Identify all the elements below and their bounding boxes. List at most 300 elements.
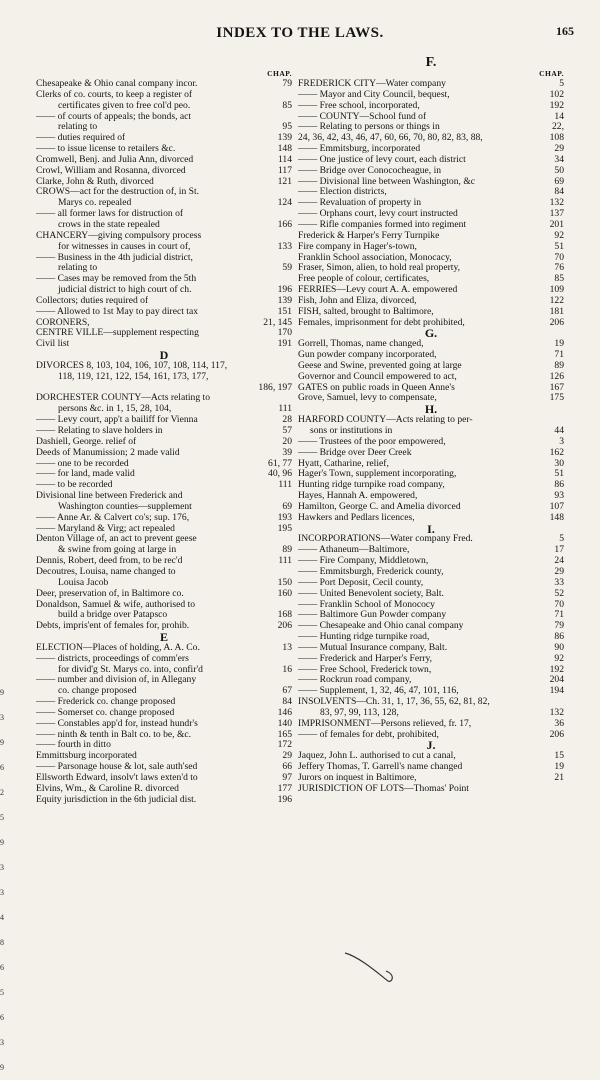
index-entry: [298, 144, 564, 155]
index-entry: [298, 621, 564, 632]
entry-text: Hamilton, George C. and Amelia divorced: [298, 501, 461, 512]
entry-chapter: 76: [554, 263, 564, 274]
entry-text: —— Emmitsburg, incorporated: [298, 144, 421, 155]
entry-text: —— all former laws for distruction of: [36, 209, 184, 220]
entry-chapter: 168: [277, 610, 292, 621]
entry-chapter: [289, 600, 292, 611]
index-entry: [298, 122, 564, 133]
entry-text: INSOLVENTS—Ch. 31, 1, 17, 36, 55, 62, 81, 82,: [298, 697, 490, 708]
index-entry: [298, 133, 564, 144]
index-entry: [36, 187, 292, 198]
entry-text: —— Rifle companies formed into regiment: [298, 219, 467, 230]
entry-chapter: 139: [277, 295, 292, 306]
entry-text: —— Anne Ar. & Calvert co's; sup. 176,: [36, 512, 190, 523]
entry-chapter: 150: [277, 577, 292, 588]
index-entry: [298, 589, 564, 600]
index-entry: [36, 307, 292, 318]
entry-text: —— Divisional line between Washington, &c: [298, 176, 476, 187]
entry-chapter: 206: [549, 729, 564, 740]
page-number: 165: [556, 24, 574, 38]
entry-chapter: 20: [282, 436, 292, 447]
entry-chapter: [561, 784, 564, 795]
index-entry: [298, 697, 564, 708]
index-entry: [298, 242, 564, 253]
index-entry: [36, 285, 292, 296]
entry-chapter: 61, 77: [268, 458, 292, 469]
index-entry: [298, 773, 564, 784]
entry-text: Clerks of co. courts, to keep a register of: [36, 89, 193, 100]
margin-mark: 8: [0, 938, 4, 947]
index-entry: [36, 122, 292, 133]
right-chap-label: CHAP.: [539, 69, 564, 78]
index-entry: [36, 545, 292, 556]
index-entry: [36, 524, 292, 535]
index-entry: [298, 187, 564, 198]
index-entry: [36, 719, 292, 730]
entry-text: Jeffery Thomas, T. Garrell's name changed: [298, 762, 463, 773]
entry-text: Collectors; duties required of: [36, 295, 149, 306]
entry-chapter: 86: [554, 632, 564, 643]
index-entry: [36, 697, 292, 708]
entry-chapter: 69: [554, 176, 564, 187]
entry-chapter: 71: [554, 350, 564, 361]
entry-text: —— COUNTY—School fund of: [298, 111, 427, 122]
entry-chapter: [289, 372, 292, 383]
entry-text: Hawkers and Pedlars licences,: [298, 512, 415, 523]
entry-text: D: [159, 350, 169, 361]
right-column-letter: F.: [425, 55, 437, 70]
index-entry: [298, 643, 564, 654]
index-entry: [36, 79, 292, 90]
index-entry: [298, 101, 564, 112]
entry-chapter: 19: [554, 762, 564, 773]
entry-text: DORCHESTER COUNTY—Acts relating to: [36, 393, 211, 404]
entry-chapter: 79: [554, 621, 564, 632]
entry-chapter: 124: [277, 198, 292, 209]
entry-text: Franklin School association, Monocacy,: [298, 252, 452, 263]
entry-chapter: 34: [554, 154, 564, 165]
entry-text: —— Frederick co. change proposed: [36, 697, 176, 708]
entry-chapter: 172: [277, 740, 292, 751]
index-entry: [36, 600, 292, 611]
index-entry: [298, 285, 564, 296]
entry-chapter: 29: [554, 144, 564, 155]
margin-mark: 3: [0, 713, 4, 722]
entry-text: CHANCERY—giving compulsory process: [36, 230, 202, 241]
index-entry: [36, 437, 292, 448]
index-entry: [298, 231, 564, 242]
entry-chapter: 111: [278, 556, 292, 567]
index-entry: [36, 426, 292, 437]
entry-chapter: 97: [282, 773, 292, 783]
index-entry: [298, 469, 564, 480]
index-entry: [36, 502, 292, 513]
entry-chapter: 121: [277, 176, 292, 187]
entry-text: —— of females for debt, prohibited,: [298, 729, 439, 740]
entry-text: —— Constables app'd for, instead hundr's: [36, 718, 198, 729]
index-entry: [36, 773, 292, 784]
index-entry: [36, 177, 292, 188]
margin-mark: 5: [0, 813, 4, 822]
margin-mark: 9: [0, 688, 4, 697]
entry-text: relating to: [58, 122, 98, 133]
entry-text: —— Emmitsburgh, Frederick county,: [298, 566, 444, 577]
entry-text: —— Franklin School of Monococy: [298, 599, 435, 610]
margin-mark: 6: [0, 763, 4, 772]
index-entry: [298, 534, 564, 545]
index-entry: [298, 448, 564, 459]
entry-chapter: 36: [554, 718, 564, 729]
index-entry: [36, 112, 292, 123]
entry-text: —— fourth in ditto: [36, 740, 111, 751]
entry-text: Donaldson, Samuel & wife, authorised to: [36, 599, 196, 610]
entry-text: —— Rockrun road company,: [298, 675, 412, 686]
entry-text: —— Allowed to 1st May to pay direct tax: [36, 306, 199, 317]
entry-chapter: 175: [549, 393, 564, 404]
entry-chapter: 140: [277, 718, 292, 729]
entry-text: 24, 36, 42, 43, 46, 47, 60, 66, 70, 80, 82, 83, 88,: [298, 133, 483, 144]
entry-chapter: 194: [549, 686, 564, 697]
index-entry: [298, 600, 564, 611]
entry-chapter: 148: [277, 144, 292, 155]
index-entry: [36, 90, 292, 101]
entry-chapter: 30: [554, 458, 564, 469]
index-entry: [36, 274, 292, 285]
left-entry-list: [36, 79, 292, 806]
entry-chapter: 67: [282, 686, 292, 697]
entry-text: Fire company in Hager's-town,: [298, 241, 417, 252]
entry-text: co. change proposed: [58, 686, 137, 697]
index-entry: [36, 491, 292, 502]
entry-chapter: 191: [277, 339, 292, 350]
index-entry: [298, 393, 564, 404]
index-entry: [36, 665, 292, 676]
entry-chapter: 85: [282, 100, 292, 111]
index-entry: [36, 621, 292, 632]
entry-text: Emmittsburg incorporated: [36, 751, 137, 762]
entry-text: Hayes, Hannah A. empowered,: [298, 491, 418, 502]
margin-mark: 9: [0, 738, 4, 747]
entry-text: G.: [424, 328, 438, 340]
index-entry: [36, 513, 292, 524]
entry-text: —— Bridge over Conococheague, in: [298, 165, 442, 176]
index-entry: [298, 751, 564, 762]
entry-text: Dennis, Robert, deed from, to be rec'd: [36, 556, 183, 567]
index-entry: [298, 545, 564, 556]
index-entry: [36, 415, 292, 426]
entry-chapter: 162: [549, 447, 564, 458]
section-letter: [298, 524, 564, 535]
entry-chapter: 148: [549, 512, 564, 523]
entry-chapter: [289, 90, 292, 101]
index-entry: [36, 708, 292, 719]
index-entry: [298, 198, 564, 209]
entry-text: Elvins, Wm., & Caroline R. divorced: [36, 783, 179, 794]
entry-text: persons &c. in 1, 15, 28, 104,: [58, 404, 172, 415]
entry-text: 83, 97, 99, 113, 128,: [320, 707, 399, 718]
entry-text: GATES on public roads in Queen Anne's: [298, 382, 455, 393]
index-entry: [298, 274, 564, 285]
entry-chapter: 117: [277, 165, 292, 176]
margin-mark: 3: [0, 1038, 4, 1047]
entry-text: Gun powder company incorporated,: [298, 350, 437, 361]
margin-mark: 3: [0, 863, 4, 872]
entry-chapter: [561, 697, 564, 708]
entry-chapter: 102: [549, 89, 564, 100]
entry-chapter: 17: [554, 545, 564, 556]
entry-chapter: 92: [554, 230, 564, 241]
section-letter: [298, 404, 564, 415]
entry-chapter: 51: [554, 241, 564, 252]
entry-text: CROWS—act for the destruction of, in St.: [36, 187, 200, 198]
index-entry: [36, 155, 292, 166]
entry-chapter: 52: [554, 588, 564, 599]
entry-chapter: 137: [549, 209, 564, 220]
index-entry: [298, 220, 564, 231]
index-entry: [36, 101, 292, 112]
entry-text: —— number and division of, in Allegany: [36, 675, 197, 686]
index-entry: [36, 144, 292, 155]
entry-text: —— Bridge over Deer Creek: [298, 447, 412, 458]
entry-chapter: 92: [554, 653, 564, 664]
entry-text: —— Free school, incorporated,: [298, 100, 420, 111]
index-entry: [298, 762, 564, 773]
entry-chapter: 206: [549, 317, 564, 328]
index-entry: [298, 372, 564, 383]
index-entry: [36, 567, 292, 578]
entry-chapter: 151: [277, 306, 292, 317]
entry-text: Jaquez, John L. authorised to cut a canal,: [298, 751, 456, 762]
entry-chapter: 132: [549, 707, 564, 718]
right-column: [298, 55, 564, 795]
margin-mark: 5: [0, 988, 4, 997]
index-entry: [298, 513, 564, 524]
entry-chapter: 13: [282, 642, 292, 653]
entry-chapter: 167: [549, 382, 564, 393]
entry-text: Divisional line between Frederick and: [36, 491, 183, 502]
entry-chapter: 146: [277, 707, 292, 718]
entry-chapter: [289, 231, 292, 242]
entry-chapter: 89: [282, 545, 292, 556]
right-entry-list: [298, 79, 564, 795]
entry-text: Free people of colour, certificates,: [298, 274, 430, 285]
entry-text: —— Cases may be removed from the 5th: [36, 274, 197, 285]
index-entry: [36, 393, 292, 404]
entry-text: JURISDICTION OF LOTS—Thomas' Point: [298, 783, 469, 794]
entry-chapter: 22,: [552, 122, 564, 133]
entry-chapter: [289, 534, 292, 545]
entry-text: Jurors on inquest in Baltimore,: [298, 773, 417, 783]
entry-chapter: 193: [277, 512, 292, 523]
entry-text: 118, 119, 121, 122, 154, 161, 173, 177,: [58, 371, 209, 382]
index-entry: [298, 415, 564, 426]
index-entry: [36, 328, 292, 339]
index-entry: [36, 730, 292, 741]
margin-mark: 9: [0, 838, 4, 847]
entry-chapter: 109: [549, 285, 564, 296]
entry-text: build a bridge over Patapsco: [58, 610, 168, 621]
index-entry: [36, 318, 292, 329]
entry-chapter: 70: [554, 252, 564, 263]
entry-chapter: [561, 415, 564, 426]
entry-text: Denton Village of, an act to prevent geese: [36, 534, 197, 545]
index-entry: [298, 253, 564, 264]
entry-text: Females, imprisonment for debt prohibited,: [298, 317, 465, 328]
entry-text: —— Chesapeake and Ohio canal company: [298, 621, 464, 632]
margin-mark: 9: [0, 1063, 4, 1072]
index-entry: [298, 90, 564, 101]
entry-text: Chesapeake & Ohio canal company incor.: [36, 79, 198, 89]
entry-text: CORONERS,: [36, 317, 90, 328]
entry-text: & swine from going at large in: [58, 545, 177, 556]
entry-text: —— to issue license to retailers &c.: [36, 144, 176, 155]
entry-chapter: 133: [277, 241, 292, 252]
left-column-letter: [36, 58, 292, 68]
index-entry: [36, 220, 292, 231]
index-entry: [298, 632, 564, 643]
entry-chapter: 192: [549, 100, 564, 111]
entry-chapter: 70: [554, 599, 564, 610]
entry-text: for divid'g St. Marys co. into, confir'd: [58, 664, 203, 675]
index-entry: [36, 198, 292, 209]
entry-chapter: 126: [549, 371, 564, 382]
entry-text: ELECTION—Places of holding, A. A. Co.: [36, 642, 200, 653]
margin-mark: 6: [0, 963, 4, 972]
entry-text: —— Relating to persons or things in: [298, 122, 440, 133]
index-entry: [298, 686, 564, 697]
entry-text: Hyatt, Catharine, relief,: [298, 458, 389, 469]
index-entry: [36, 209, 292, 220]
index-entry: [36, 339, 292, 350]
entry-chapter: 132: [549, 198, 564, 209]
entry-text: Hager's Town, supplement incorporating,: [298, 469, 457, 480]
entry-chapter: [289, 253, 292, 264]
entry-chapter: 201: [549, 219, 564, 230]
index-entry: [298, 730, 564, 741]
index-entry: [36, 133, 292, 144]
index-entry: [298, 318, 564, 329]
entry-text: —— Business in the 4th judicial district,: [36, 252, 193, 263]
index-entry: [36, 480, 292, 491]
index-entry: [298, 177, 564, 188]
entry-chapter: 139: [277, 133, 292, 144]
index-entry: [298, 383, 564, 394]
entry-chapter: 204: [549, 675, 564, 686]
section-letter: [298, 740, 564, 751]
entry-text: CENTRE VILLE—supplement respecting: [36, 328, 199, 339]
margin-marks: [0, 680, 14, 1080]
index-entry: [36, 242, 292, 253]
entry-text: —— Hunting ridge turnpike road,: [298, 632, 430, 643]
entry-text: —— Relating to slave holders in: [36, 426, 163, 436]
entry-chapter: 39: [282, 447, 292, 458]
entry-text: H.: [424, 404, 438, 416]
entry-text: —— Athaneum—Baltimore,: [298, 545, 410, 556]
index-entry: [298, 350, 564, 361]
entry-text: for witnesses in causes in court of,: [58, 241, 191, 252]
entry-text: Deeds of Manumission; 2 made valid: [36, 447, 180, 458]
entry-chapter: 21: [554, 773, 564, 783]
entry-chapter: [289, 187, 292, 198]
entry-chapter: 85: [554, 274, 564, 285]
entry-chapter: 177: [277, 783, 292, 794]
entry-chapter: 28: [282, 415, 292, 426]
entry-chapter: 166: [277, 219, 292, 230]
entry-text: —— Frederick and Harper's Ferry,: [298, 653, 433, 664]
entry-text: crows in the state repealed: [58, 219, 160, 230]
index-entry: [298, 665, 564, 676]
entry-chapter: 196: [277, 794, 292, 805]
index-entry: [36, 404, 292, 415]
entry-chapter: 181: [549, 306, 564, 317]
entry-text: Debts, impris'ent of females for, prohib.: [36, 621, 190, 632]
entry-text: Ellsworth Edward, insolv't laws exten'd to: [36, 773, 198, 783]
entry-text: Fish, John and Eliza, divorced,: [298, 295, 417, 306]
entry-text: —— for land, made valid: [36, 469, 135, 480]
entry-chapter: 29: [282, 751, 292, 762]
entry-chapter: 21, 145: [263, 317, 292, 328]
entry-text: Governor and Council empowered to act,: [298, 371, 457, 382]
entry-text: relating to: [58, 263, 98, 274]
entry-text: J.: [426, 740, 436, 752]
index-entry: [298, 578, 564, 589]
entry-text: Fraser, Simon, alien, to hold real property,: [298, 263, 461, 274]
index-entry: [298, 784, 564, 795]
entry-chapter: 89: [554, 360, 564, 371]
entry-text: —— Maryland & Virg; act repealed: [36, 523, 175, 534]
entry-text: —— duties required of: [36, 133, 126, 144]
entry-chapter: [289, 654, 292, 665]
entry-text: —— Fire Company, Middletown,: [298, 556, 429, 567]
entry-chapter: [289, 675, 292, 686]
index-entry: [298, 296, 564, 307]
section-letter: [298, 328, 564, 339]
entry-text: Marys co. repealed: [58, 198, 132, 209]
entry-text: Frederick & Harper's Ferry Turnpike: [298, 230, 440, 241]
entry-text: DIVORCES 8, 103, 104, 106, 107, 108, 114, 117,: [36, 360, 228, 371]
section-letter: [36, 632, 292, 643]
entry-text: Gorrell, Thomas, name changed,: [298, 339, 424, 350]
entry-chapter: 29: [554, 566, 564, 577]
index-entry: [36, 795, 292, 806]
index-entry: [36, 253, 292, 264]
index-entry: [298, 263, 564, 274]
entry-chapter: 195: [277, 523, 292, 534]
entry-text: —— Supplement, 1, 32, 46, 47, 101, 116,: [298, 686, 459, 697]
entry-chapter: [289, 393, 292, 404]
entry-chapter: 69: [282, 501, 292, 512]
index-entry: [36, 589, 292, 600]
margin-mark: 4: [0, 913, 4, 922]
entry-text: Washington counties—supplement: [58, 501, 192, 512]
index-entry: [36, 469, 292, 480]
entry-chapter: 66: [282, 762, 292, 773]
entry-chapter: 122: [549, 295, 564, 306]
entry-chapter: 108: [549, 133, 564, 144]
entry-chapter: [289, 567, 292, 578]
entry-chapter: 160: [277, 588, 292, 599]
entry-text: Dashiell, George. relief of: [36, 436, 137, 447]
margin-mark: 2: [0, 788, 4, 797]
index-entry: [298, 155, 564, 166]
entry-chapter: 79: [282, 79, 292, 89]
entry-text: —— Somerset co. change proposed: [36, 707, 175, 718]
index-entry: [36, 675, 292, 686]
index-entry: [298, 79, 564, 90]
entry-text: Clarke, John & Ruth, divorced: [36, 176, 154, 187]
entry-text: Cromwell, Benj. and Julia Ann, divorced: [36, 154, 194, 165]
entry-text: Civil list: [36, 339, 70, 350]
